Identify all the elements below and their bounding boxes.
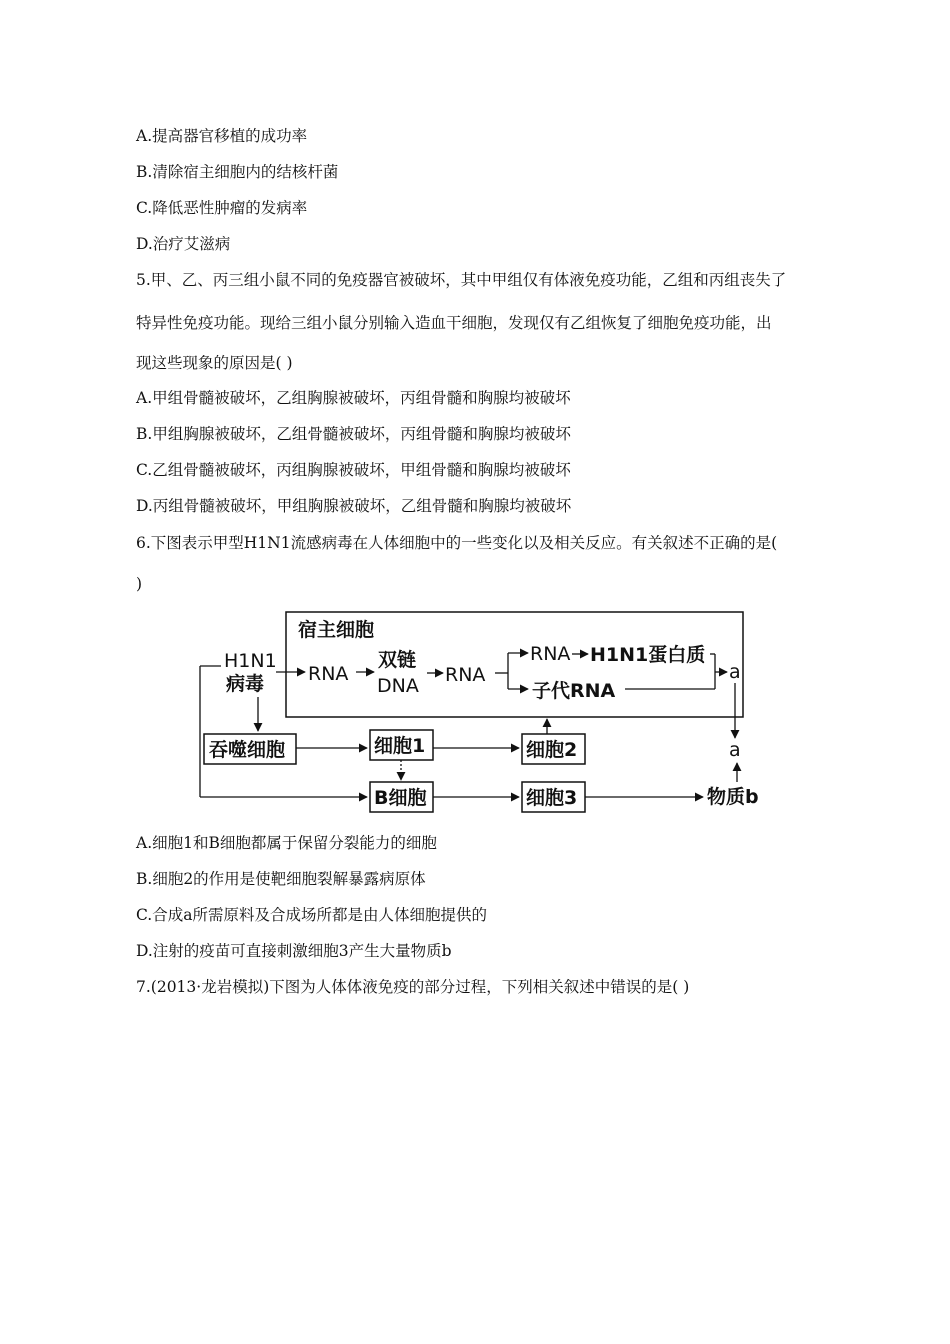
cell1-label: 细胞1 bbox=[374, 735, 426, 757]
q6-option-b: B.细胞2的作用是使靶细胞裂解暴露病原体 bbox=[136, 870, 426, 888]
q6-option-c: C.合成a所需原料及合成场所都是由人体细胞提供的 bbox=[136, 906, 487, 924]
bcell-label: B细胞 bbox=[374, 787, 427, 809]
q5-option-a: A.甲组骨髓被破坏，乙组胸腺被破坏，丙组骨髓和胸腺均被破坏 bbox=[136, 389, 571, 407]
cell2-label: 细胞2 bbox=[526, 739, 578, 761]
progeny-rna-label: 子代RNA bbox=[532, 680, 616, 702]
q6-option-a: A.细胞1和B细胞都属于保留分裂能力的细胞 bbox=[136, 834, 437, 852]
q4-option-a: A.提高器官移植的成功率 bbox=[136, 127, 308, 145]
host-cell-label: 宿主细胞 bbox=[298, 619, 375, 641]
q4-option-c: C.降低恶性肿瘤的发病率 bbox=[136, 199, 308, 217]
phagocyte-label: 吞噬细胞 bbox=[209, 739, 286, 761]
a-bottom-label: a bbox=[729, 739, 741, 761]
virus-label: 病毒 bbox=[226, 673, 265, 695]
double-strand-label: 双链 bbox=[378, 649, 417, 671]
rna-label-3: RNA bbox=[530, 643, 571, 665]
q5-stem-line-3: 现这些现象的原因是( ) bbox=[136, 354, 293, 372]
q5-option-d: D.丙组骨髓被破坏，甲组胸腺被破坏，乙组骨髓和胸腺均被破坏 bbox=[136, 497, 572, 515]
a-top-label: a bbox=[729, 661, 741, 683]
dna-label: DNA bbox=[377, 675, 419, 697]
virus-name-label: H1N1 bbox=[224, 650, 277, 672]
q7-stem: 7.(2013·龙岩模拟)下图为人体体液免疫的部分过程，下列相关叙述中错误的是( ) bbox=[136, 978, 690, 996]
q6-stem-line-2: ) bbox=[136, 575, 143, 593]
q5-stem-line-1: 5.甲、乙、丙三组小鼠不同的免疫器官被破坏，其中甲组仅有体液免疫功能，乙组和丙组丧失了 bbox=[136, 271, 787, 289]
cell3-label: 细胞3 bbox=[526, 787, 578, 809]
q5-option-c: C.乙组骨髓被破坏，丙组胸腺被破坏，甲组骨髓和胸腺均被破坏 bbox=[136, 461, 571, 479]
substance-b-label: 物质b bbox=[707, 786, 759, 808]
q6-stem-line-1: 6.下图表示甲型H1N1流感病毒在人体细胞中的一些变化以及相关反应。有关叙述不正确的是( bbox=[136, 534, 778, 552]
q5-option-b: B.甲组胸腺被破坏，乙组骨髓被破坏，丙组骨髓和胸腺均被破坏 bbox=[136, 425, 571, 443]
q5-stem-line-2: 特异性免疫功能。现给三组小鼠分别输入造血干细胞，发现仅有乙组恢复了细胞免疫功能，出 bbox=[136, 314, 772, 332]
q4-option-d: D.治疗艾滋病 bbox=[136, 235, 231, 253]
q6-option-d: D.注射的疫苗可直接刺激细胞3产生大量物质b bbox=[136, 942, 452, 960]
q4-option-b: B.清除宿主细胞内的结核杆菌 bbox=[136, 163, 339, 181]
rna-label-2: RNA bbox=[445, 664, 486, 686]
protein-label: H1N1蛋白质 bbox=[590, 644, 706, 666]
rna-label-1: RNA bbox=[308, 663, 349, 685]
